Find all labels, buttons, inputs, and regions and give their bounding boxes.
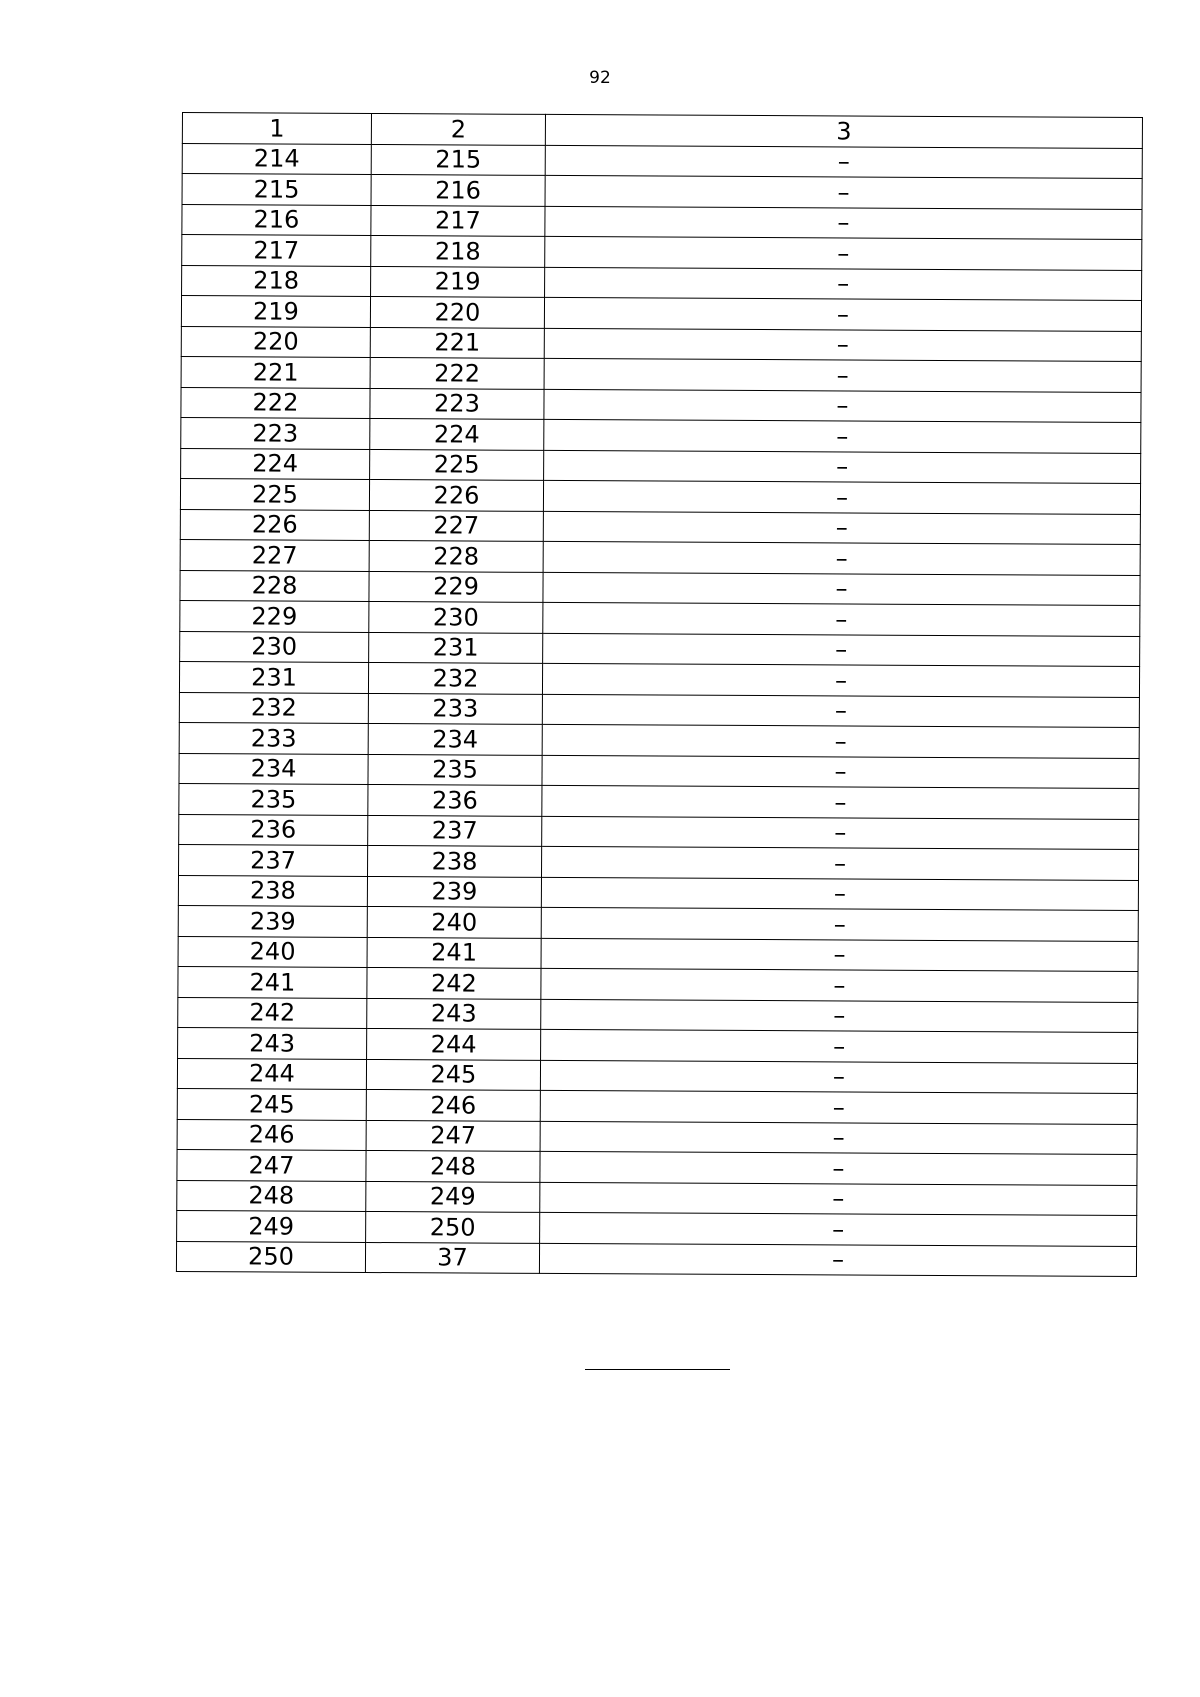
table-cell-col-3: – — [542, 755, 1139, 789]
table-cell-col-1: 218 — [182, 265, 371, 296]
table-cell-col-2: 218 — [371, 235, 545, 266]
table-row — [176, 1241, 1136, 1277]
table-cell-col-3: – — [542, 816, 1139, 850]
table-cell-col-2: 233 — [368, 693, 542, 724]
table-row — [177, 1058, 1137, 1094]
table-cell-col-3: – — [541, 907, 1138, 941]
table-cell-col-3: – — [542, 846, 1139, 880]
table-cell-col-2: 220 — [370, 296, 544, 327]
table-cell-col-1: 242 — [178, 997, 367, 1028]
table-row — [177, 1210, 1137, 1246]
table-body — [176, 143, 1142, 1277]
table-cell-col-3: – — [544, 328, 1141, 362]
table-cell-col-1: 221 — [181, 356, 370, 387]
table-row — [181, 356, 1141, 392]
table-row — [180, 631, 1140, 667]
table-row — [181, 417, 1141, 453]
table-cell-col-1: 236 — [179, 814, 368, 845]
table-cell-col-2: 244 — [367, 1028, 541, 1059]
table-cell-col-1: 215 — [182, 174, 371, 205]
table-cell-col-2: 225 — [370, 449, 544, 480]
table-cell-col-3: – — [545, 267, 1142, 301]
header-row — [182, 113, 1142, 149]
table-cell-col-2: 222 — [370, 357, 544, 388]
table-cell-col-2: 239 — [367, 876, 541, 907]
table-cell-col-3: – — [542, 724, 1139, 758]
closing-rule — [585, 1369, 730, 1370]
table-cell-col-3: – — [541, 999, 1138, 1033]
table-cell-col-2: 248 — [366, 1150, 540, 1181]
table-cell-col-1: 216 — [182, 204, 371, 235]
table-cell-col-1: 231 — [179, 661, 368, 692]
table-cell-col-3: – — [543, 480, 1140, 514]
table-cell-col-1: 248 — [177, 1180, 366, 1211]
table-cell-col-2: 219 — [371, 266, 545, 297]
table-cell-col-3: – — [543, 511, 1140, 545]
table-row — [177, 1149, 1137, 1185]
table-cell-col-1: 224 — [181, 448, 370, 479]
table-cell-col-1: 228 — [180, 570, 369, 601]
table-row — [178, 905, 1138, 941]
table-cell-col-3: – — [540, 1182, 1137, 1216]
table-cell-col-2: 242 — [367, 967, 541, 998]
table-cell-col-1: 234 — [179, 753, 368, 784]
table-cell-col-3: – — [540, 1090, 1137, 1124]
table-cell-col-1: 235 — [179, 783, 368, 814]
table-cell-col-3: – — [542, 785, 1139, 819]
table-row — [179, 783, 1139, 819]
table-cell-col-1: 245 — [177, 1088, 366, 1119]
table-row — [180, 570, 1140, 606]
table-cell-col-3: – — [540, 1151, 1137, 1185]
table-cell-col-2: 231 — [369, 632, 543, 663]
table-cell-col-3: – — [545, 175, 1142, 209]
table-cell-col-1: 237 — [179, 844, 368, 875]
column-header-2: 2 — [371, 113, 545, 144]
data-table — [176, 112, 1143, 1277]
table-cell-col-1: 232 — [179, 692, 368, 723]
table-row — [181, 326, 1141, 362]
table-cell-col-2: 223 — [370, 388, 544, 419]
table-cell-col-3: – — [540, 1060, 1137, 1094]
table-row — [181, 296, 1141, 332]
page-number: 92 — [589, 68, 611, 88]
table-cell-col-1: 229 — [180, 600, 369, 631]
table-cell-col-2: 235 — [368, 754, 542, 785]
table-cell-col-1: 249 — [177, 1210, 366, 1241]
table-row — [178, 997, 1138, 1033]
table-cell-col-3: – — [542, 663, 1139, 697]
table-cell-col-1: 225 — [180, 478, 369, 509]
table-cell-col-3: – — [541, 938, 1138, 972]
table-cell-col-2: 241 — [367, 937, 541, 968]
table-cell-col-1: 219 — [181, 296, 370, 327]
table-row — [180, 478, 1140, 514]
table-cell-col-3: – — [539, 1243, 1136, 1277]
table-row — [178, 966, 1138, 1002]
table-cell-col-3: – — [543, 572, 1140, 606]
table-row — [182, 204, 1142, 240]
table-cell-col-2: 230 — [369, 601, 543, 632]
table-cell-col-3: – — [540, 1212, 1137, 1246]
table-cell-col-3: – — [544, 389, 1141, 423]
table-cell-col-2: 224 — [370, 418, 544, 449]
table-cell-col-1: 244 — [177, 1058, 366, 1089]
table-cell-col-3: – — [542, 694, 1139, 728]
table-cell-col-1: 227 — [180, 539, 369, 570]
table-cell-col-3: – — [544, 450, 1141, 484]
table-cell-col-1: 226 — [180, 509, 369, 540]
table-row — [181, 387, 1141, 423]
table-row — [182, 143, 1142, 179]
table-row — [181, 448, 1141, 484]
table-cell-col-2: 226 — [369, 479, 543, 510]
table-row — [178, 875, 1138, 911]
table-cell-col-1: 250 — [176, 1241, 365, 1272]
table-cell-col-3: – — [544, 297, 1141, 331]
table-cell-col-3: – — [543, 541, 1140, 575]
table-cell-col-2: 216 — [371, 174, 545, 205]
table-cell-col-2: 221 — [370, 327, 544, 358]
table-cell-col-1: 222 — [181, 387, 370, 418]
table-cell-col-2: 240 — [367, 906, 541, 937]
table-cell-col-2: 249 — [366, 1181, 540, 1212]
table-cell-col-1: 247 — [177, 1149, 366, 1180]
table-cell-col-3: – — [541, 1029, 1138, 1063]
table-row — [182, 265, 1142, 301]
table-cell-col-3: – — [544, 358, 1141, 392]
table-cell-col-2: 243 — [367, 998, 541, 1029]
table-row — [178, 936, 1138, 972]
table-cell-col-2: 247 — [366, 1120, 540, 1151]
table-row — [180, 539, 1140, 575]
table-cell-col-2: 238 — [368, 845, 542, 876]
table-cell-col-3: – — [541, 968, 1138, 1002]
table-cell-col-2: 232 — [368, 662, 542, 693]
table-row — [180, 509, 1140, 545]
table-cell-col-1: 240 — [178, 936, 367, 967]
table-row — [182, 235, 1142, 271]
column-header-3: 3 — [545, 114, 1142, 148]
table-cell-col-1: 241 — [178, 966, 367, 997]
column-header-1: 1 — [182, 113, 371, 144]
table-row — [182, 174, 1142, 210]
table-cell-col-3: – — [540, 1121, 1137, 1155]
table-cell-col-1: 239 — [178, 905, 367, 936]
table-cell-col-2: 228 — [369, 540, 543, 571]
table-cell-col-2: 237 — [368, 815, 542, 846]
table-cell-col-3: – — [543, 633, 1140, 667]
table-cell-col-2: 236 — [368, 784, 542, 815]
table-cell-col-2: 246 — [366, 1089, 540, 1120]
table-cell-col-2: 227 — [369, 510, 543, 541]
table-cell-col-2: 217 — [371, 205, 545, 236]
table-cell-col-3: – — [545, 206, 1142, 240]
table-row — [179, 844, 1139, 880]
table-cell-col-3: – — [544, 419, 1141, 453]
table-cell-col-1: 214 — [182, 143, 371, 174]
table-row — [179, 753, 1139, 789]
table-cell-col-1: 230 — [180, 631, 369, 662]
table-row — [179, 661, 1139, 697]
table-cell-col-3: – — [541, 877, 1138, 911]
table-cell-col-2: 37 — [365, 1242, 539, 1273]
table-cell-col-3: – — [543, 602, 1140, 636]
table-cell-col-2: 250 — [366, 1211, 540, 1242]
table-row — [177, 1088, 1137, 1124]
table-row — [179, 814, 1139, 850]
table-cell-col-2: 215 — [371, 144, 545, 175]
table-cell-col-2: 234 — [368, 723, 542, 754]
table-cell-col-1: 238 — [178, 875, 367, 906]
table-row — [180, 600, 1140, 636]
table-cell-col-1: 217 — [182, 235, 371, 266]
table-cell-col-1: 243 — [178, 1027, 367, 1058]
table-cell-col-3: – — [545, 236, 1142, 270]
table-row — [177, 1119, 1137, 1155]
table-row — [177, 1180, 1137, 1216]
table-row — [178, 1027, 1138, 1063]
table-cell-col-3: – — [545, 145, 1142, 179]
table-cell-col-1: 233 — [179, 722, 368, 753]
table-row — [179, 722, 1139, 758]
table-cell-col-2: 245 — [366, 1059, 540, 1090]
table-row — [179, 692, 1139, 728]
table-cell-col-1: 223 — [181, 417, 370, 448]
table-cell-col-2: 229 — [369, 571, 543, 602]
table-cell-col-1: 246 — [177, 1119, 366, 1150]
table-cell-col-1: 220 — [181, 326, 370, 357]
